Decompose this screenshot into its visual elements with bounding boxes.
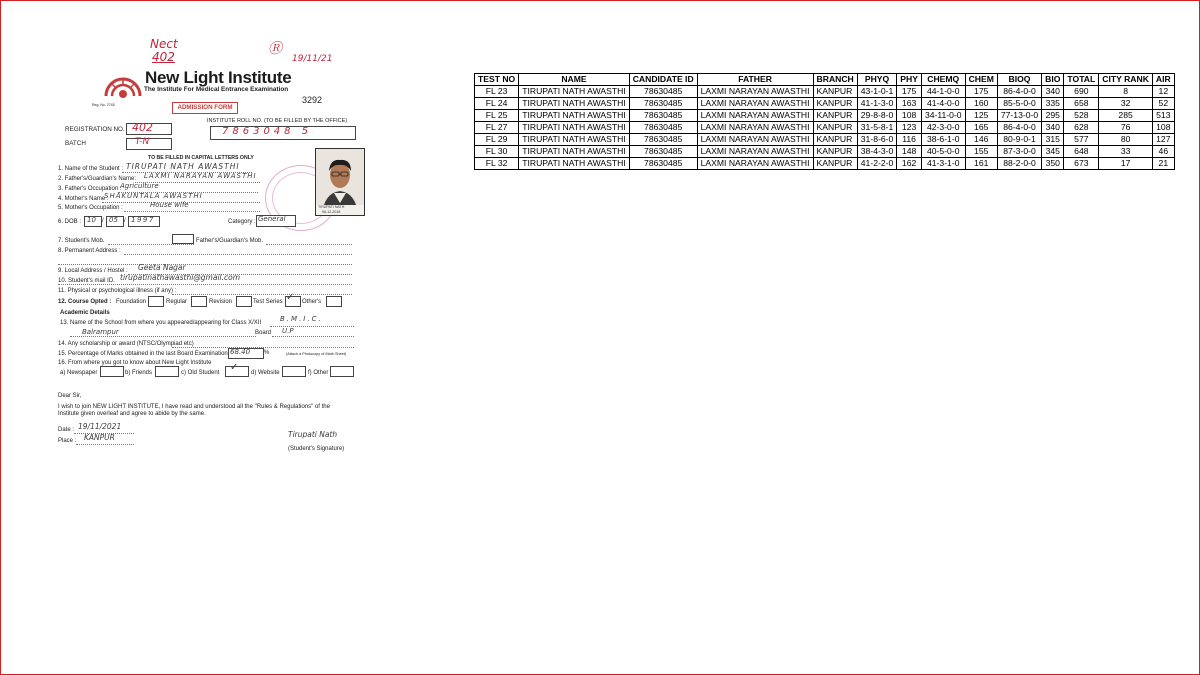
course-foundation-checkbox — [148, 296, 164, 307]
category-label: Category : — [228, 219, 256, 225]
signature-label: (Student's Signature) — [288, 446, 345, 452]
table-cell: FL 23 — [475, 86, 519, 98]
column-header: AIR — [1152, 74, 1174, 86]
table-cell: 8 — [1099, 86, 1153, 98]
table-cell: LAXMI NARAYAN AWASTHI — [697, 158, 813, 170]
table-cell: FL 32 — [475, 158, 519, 170]
course-others-checkbox — [326, 296, 342, 307]
table-cell: FL 30 — [475, 146, 519, 158]
email-label: 10. Student's mail ID. — [58, 278, 115, 284]
column-header: BRANCH — [813, 74, 857, 86]
photo-caption-date: 06-12-2018 — [322, 210, 341, 214]
table-cell: 33 — [1099, 146, 1153, 158]
table-cell: 80-9-0-1 — [997, 134, 1041, 146]
table-cell: KANPUR — [813, 110, 857, 122]
table-cell: 80 — [1099, 134, 1153, 146]
source-old-student-tick: ✓ — [230, 362, 239, 373]
source-option-other: f) Other — [308, 370, 329, 376]
batch-label: BATCH — [65, 140, 86, 147]
table-cell: 127 — [1152, 134, 1174, 146]
table-cell: 116 — [897, 134, 922, 146]
table-cell: FL 29 — [475, 134, 519, 146]
field-label-mother-name: 4. Mother's Name : — [58, 196, 109, 202]
table-cell: FL 24 — [475, 98, 519, 110]
table-cell: 350 — [1042, 158, 1064, 170]
column-header: CHEM — [965, 74, 997, 86]
institute-reg-no: Reg. No. 2748 — [92, 103, 115, 107]
table-cell: 345 — [1042, 146, 1064, 158]
table-body — [475, 86, 1175, 170]
column-header: PHYQ — [857, 74, 896, 86]
table-row — [475, 98, 1175, 110]
column-header: CITY RANK — [1099, 74, 1153, 86]
school-value: B.M.I.C. — [280, 315, 323, 323]
table-cell: TIRUPATI NATH AWASTHI — [519, 134, 629, 146]
table-cell: TIRUPATI NATH AWASTHI — [519, 146, 629, 158]
table-cell: KANPUR — [813, 122, 857, 134]
source-newspaper-checkbox — [100, 366, 124, 377]
table-cell: 38-6-1-0 — [921, 134, 965, 146]
table-cell: TIRUPATI NATH AWASTHI — [519, 110, 629, 122]
table-cell: 175 — [897, 86, 922, 98]
table-row — [475, 110, 1175, 122]
table-cell: 17 — [1099, 158, 1153, 170]
source-website-checkbox — [282, 366, 306, 377]
table-cell: 108 — [1152, 122, 1174, 134]
table-cell: 335 — [1042, 98, 1064, 110]
field-label-father-name: 2. Father's/Guardian's Name: — [58, 176, 136, 182]
table-cell: KANPUR — [813, 86, 857, 98]
table-cell: 78630485 — [629, 134, 697, 146]
column-header: FATHER — [697, 74, 813, 86]
table-cell: TIRUPATI NATH AWASTHI — [519, 122, 629, 134]
table-cell: 146 — [965, 134, 997, 146]
school-label: 13. Name of the School from where you appeared/appearing for Class X/XII — [60, 320, 262, 326]
percentage-label: 15. Percentage of Marks obtained in the last Board Examination — [58, 351, 228, 357]
table-cell: 108 — [897, 110, 922, 122]
source-other-checkbox — [330, 366, 354, 377]
board-label: Board — [255, 330, 272, 336]
field-value-father-occupation: Agriculture — [120, 182, 159, 190]
table-cell: 340 — [1042, 86, 1064, 98]
roll-no-value: 7863048 5 — [222, 126, 313, 137]
email-value: tirupatinathawasthi@gmail.com — [120, 273, 241, 282]
table-cell: 340 — [1042, 122, 1064, 134]
school-place: Balrampur — [82, 328, 119, 336]
registration-label: REGISTRATION NO. — [65, 126, 125, 133]
field-label-student-name: 1. Name of the Student : — [58, 166, 124, 172]
table-cell: 155 — [965, 146, 997, 158]
field-value-mother-occupation: House wife — [150, 201, 189, 209]
table-cell: 673 — [1064, 158, 1099, 170]
column-header: BIOQ — [997, 74, 1041, 86]
table-cell: 76 — [1099, 122, 1153, 134]
table-cell: 161 — [965, 158, 997, 170]
table-cell: 78630485 — [629, 158, 697, 170]
date-label: Date : — [58, 427, 75, 433]
local-address-value: Geeta Nagar — [138, 263, 186, 272]
table-cell: LAXMI NARAYAN AWASTHI — [697, 122, 813, 134]
table-cell: KANPUR — [813, 146, 857, 158]
table-cell: KANPUR — [813, 134, 857, 146]
dear-sir: Dear Sir, — [58, 393, 82, 399]
table-row — [475, 86, 1175, 98]
field-label-father-occupation: 3. Father's Occupation : — [58, 186, 122, 192]
board-value: U.P — [282, 327, 294, 335]
field-value-mother-name: SHAKUNTALA AWASTHI — [104, 192, 203, 200]
table-row — [475, 158, 1175, 170]
date-value: 19/11/2021 — [78, 422, 122, 431]
column-header: NAME — [519, 74, 629, 86]
course-label: 12. Course Opted : — [58, 299, 112, 305]
registration-value: 402 — [132, 121, 153, 134]
form-number: 3292 — [302, 95, 323, 105]
table-cell: 78630485 — [629, 122, 697, 134]
table-cell: 86-4-0-0 — [997, 122, 1041, 134]
field-label-mother-occupation: 5. Mother's Occupation : — [58, 205, 123, 211]
form-title: ADMISSION FORM — [172, 102, 238, 114]
capital-letters-note: TO BE FILLED IN CAPITAL LETTERS ONLY — [148, 155, 254, 161]
photo-caption-name: TIRUPATI NATH — [318, 205, 345, 209]
table-row — [475, 146, 1175, 158]
table-cell: 44-1-0-0 — [921, 86, 965, 98]
table-cell: 31-8-6-0 — [857, 134, 896, 146]
academic-heading: Academic Details — [60, 310, 110, 316]
place-label: Place : — [58, 438, 77, 444]
table-cell: 123 — [897, 122, 922, 134]
illness-label: 11. Physical or psychological illness (if any) : — [58, 288, 177, 294]
field-value-father-name: LAXMI NARAYAN AWASTHI — [144, 172, 257, 180]
column-header: PHY — [897, 74, 922, 86]
table-cell: 31-5-8-1 — [857, 122, 896, 134]
source-option-friends: b) Friends — [125, 370, 153, 376]
course-option-foundation: Foundation — [116, 299, 147, 305]
course-option-revision: Revision — [209, 299, 233, 305]
table-cell: 29-8-8-0 — [857, 110, 896, 122]
table-cell: 513 — [1152, 110, 1174, 122]
table-cell: 577 — [1064, 134, 1099, 146]
course-test-series-tick: ✓ — [286, 292, 295, 303]
dob-day: 10 — [87, 216, 96, 224]
table-cell: 285 — [1099, 110, 1153, 122]
table-cell: 160 — [965, 98, 997, 110]
table-cell: TIRUPATI NATH AWASTHI — [519, 86, 629, 98]
table-cell: LAXMI NARAYAN AWASTHI — [697, 134, 813, 146]
table-cell: 690 — [1064, 86, 1099, 98]
corner-note-number: 402 — [152, 50, 175, 64]
table-cell: KANPUR — [813, 98, 857, 110]
table-row — [475, 122, 1175, 134]
course-option-test-series: Test Series — [253, 299, 283, 305]
column-header: TEST NO — [475, 74, 519, 86]
table-cell: FL 25 — [475, 110, 519, 122]
table-cell: 21 — [1152, 158, 1174, 170]
table-cell: 52 — [1152, 98, 1174, 110]
table-header-row — [475, 74, 1175, 86]
table-cell: 125 — [965, 110, 997, 122]
table-cell: 162 — [897, 158, 922, 170]
course-option-others: Other's — [302, 299, 322, 305]
results-table — [474, 73, 1175, 170]
table-cell: 315 — [1042, 134, 1064, 146]
table-cell: TIRUPATI NATH AWASTHI — [519, 158, 629, 170]
table-cell: 85-5-0-0 — [997, 98, 1041, 110]
batch-value: T-N — [135, 137, 150, 147]
admission-form: Nect 402 Ⓡ 19/11/21 New Light Institute The Institute For Medical Entrance Examination Reg. No. 2748 3292 ADMISSION FORM INSTITUTE ROLL NO. (TO BE FILLED BY THE OFFICE) 7863048 5 REGISTRATION NO. 402 BATCH T-N TO BE FILLED IN CAPITAL LETTERS ONLY TIRUPATI NATH 06-12-2018 1. Name of the Student : TIRUPATI NATH AWASTHI 2. Father's/Guardian's Name: LAXMI NARAYAN AWASTHI 3. Father's Occupation : Agriculture 4. Mother's Name : SHAKUNTALA AWASTHI 5. Mother's Occupation : House wife 6. DOB : 10 / 05 / 1997 Category : General 7. Student's Mob. Father's/Guardian's Mob. 8. Permanent Address : 9. Local Address / Hostel : Geeta Nagar 10. Student's mail ID. tirupatinathawasthi@gmail.com 11. Physical or psychological illness (if any) : 12. Course Opted : Foundation Regular Revision Test Series ✓ Other's Academic Details 13. Name of the School from where you appeared/appearing for Class X/XII B.M.I.C. Balrampur Board U.P 14. Any scholarship or award (NTSC/Olympiad etc) 15. Percentage of Marks obtained in the last Board Examination 68.40 % (Attach a Photocopy of Mark Sheet) 16. From where you got to know about New Light Institute a) Newspaper b) Friends c) Old Student ✓ d) Website f) Other Dear Sir, I wish to join NEW LIGHT INSTITUTE, I have read and understood all the "Rules & Regulations" of the Institute given overleaf and agree to abide by the same. Date : 19/11/2021 Place : KANPUR Tirupati Nath (Student's Signature) — [40, 30, 370, 460]
table-cell: 77-13-0-0 — [997, 110, 1041, 122]
table-cell: LAXMI NARAYAN AWASTHI — [697, 146, 813, 158]
percentage-value: 68.40 — [230, 348, 251, 356]
source-option-newspaper: a) Newspaper — [60, 370, 98, 376]
table-cell: LAXMI NARAYAN AWASTHI — [697, 86, 813, 98]
table-cell: 43-1-0-1 — [857, 86, 896, 98]
table-cell: 41-3-1-0 — [921, 158, 965, 170]
percent-sign: % — [264, 350, 270, 356]
table-row — [475, 134, 1175, 146]
table-cell: 528 — [1064, 110, 1099, 122]
column-header: BIO — [1042, 74, 1064, 86]
corner-note: Nect — [150, 37, 178, 51]
source-label: 16. From where you got to know about New Light Institute — [58, 360, 212, 366]
table-cell: 34-11-0-0 — [921, 110, 965, 122]
table-cell: 46 — [1152, 146, 1174, 158]
table-cell: 12 — [1152, 86, 1174, 98]
table-cell: TIRUPATI NATH AWASTHI — [519, 98, 629, 110]
mobile-box — [172, 234, 194, 244]
local-address-label: 9. Local Address / Hostel : — [58, 268, 128, 274]
table-cell: 78630485 — [629, 110, 697, 122]
column-header: CHEMQ — [921, 74, 965, 86]
table-cell: 658 — [1064, 98, 1099, 110]
table-cell: 41-2-2-0 — [857, 158, 896, 170]
column-header: CANDIDATE ID — [629, 74, 697, 86]
table-cell: 163 — [897, 98, 922, 110]
marks-note: (Attach a Photocopy of Mark Sheet) — [286, 352, 347, 356]
table-cell: 78630485 — [629, 98, 697, 110]
mobile-label: 7. Student's Mob. — [58, 238, 105, 244]
source-option-old-student: c) Old Student — [181, 370, 220, 376]
corner-initials: Ⓡ — [268, 41, 282, 57]
institute-logo — [102, 72, 144, 100]
course-regular-checkbox — [191, 296, 207, 307]
category-value: General — [258, 215, 286, 223]
table-cell: 295 — [1042, 110, 1064, 122]
table-cell: 78630485 — [629, 86, 697, 98]
table-cell: 86-4-0-0 — [997, 86, 1041, 98]
column-header: TOTAL — [1064, 74, 1099, 86]
table-cell: 40-5-0-0 — [921, 146, 965, 158]
table-cell: 165 — [965, 122, 997, 134]
table-cell: 41-4-0-0 — [921, 98, 965, 110]
student-photo — [315, 148, 365, 216]
place-value: KANPUR — [84, 433, 115, 442]
corner-signature-date: 19/11/21 — [292, 54, 333, 64]
table-cell: KANPUR — [813, 158, 857, 170]
student-signature: Tirupati Nath — [288, 430, 338, 439]
declaration-text: I wish to join NEW LIGHT INSTITUTE, I have read and understood all the "Rules & Regulations" of the Institute given overleaf and agree to abide by the same. — [58, 404, 330, 417]
table-cell: 32 — [1099, 98, 1153, 110]
table-cell: 148 — [897, 146, 922, 158]
table-cell: FL 27 — [475, 122, 519, 134]
dob-label: 6. DOB : — [58, 219, 82, 225]
roll-no-label: INSTITUTE ROLL NO. (TO BE FILLED BY THE OFFICE) — [207, 118, 348, 124]
table-cell: 87-3-0-0 — [997, 146, 1041, 158]
father-mob-label: Father's/Guardian's Mob. — [196, 238, 263, 244]
dob-year: 1997 — [131, 216, 155, 224]
table-cell: 175 — [965, 86, 997, 98]
dob-month: 05 — [109, 216, 118, 224]
field-value-student-name: TIRUPATI NATH AWASTHI — [126, 162, 240, 171]
table-cell: LAXMI NARAYAN AWASTHI — [697, 98, 813, 110]
course-option-regular: Regular — [166, 299, 188, 305]
table-cell: 41-1-3-0 — [857, 98, 896, 110]
table-cell: LAXMI NARAYAN AWASTHI — [697, 110, 813, 122]
table-cell: 628 — [1064, 122, 1099, 134]
source-friends-checkbox — [155, 366, 179, 377]
institute-tagline: The Institute For Medical Entrance Examination — [144, 86, 289, 93]
source-option-website: d) Website — [251, 370, 280, 376]
table-cell: 38-4-3-0 — [857, 146, 896, 158]
scholarship-label: 14. Any scholarship or award (NTSC/Olympiad etc) — [58, 341, 194, 347]
table-cell: 88-2-0-0 — [997, 158, 1041, 170]
table-cell: 78630485 — [629, 146, 697, 158]
permanent-address-label: 8. Permanent Address : — [58, 248, 121, 254]
course-revision-checkbox — [236, 296, 252, 307]
table-cell: 42-3-0-0 — [921, 122, 965, 134]
table-cell: 648 — [1064, 146, 1099, 158]
institute-name: New Light Institute — [145, 68, 292, 87]
